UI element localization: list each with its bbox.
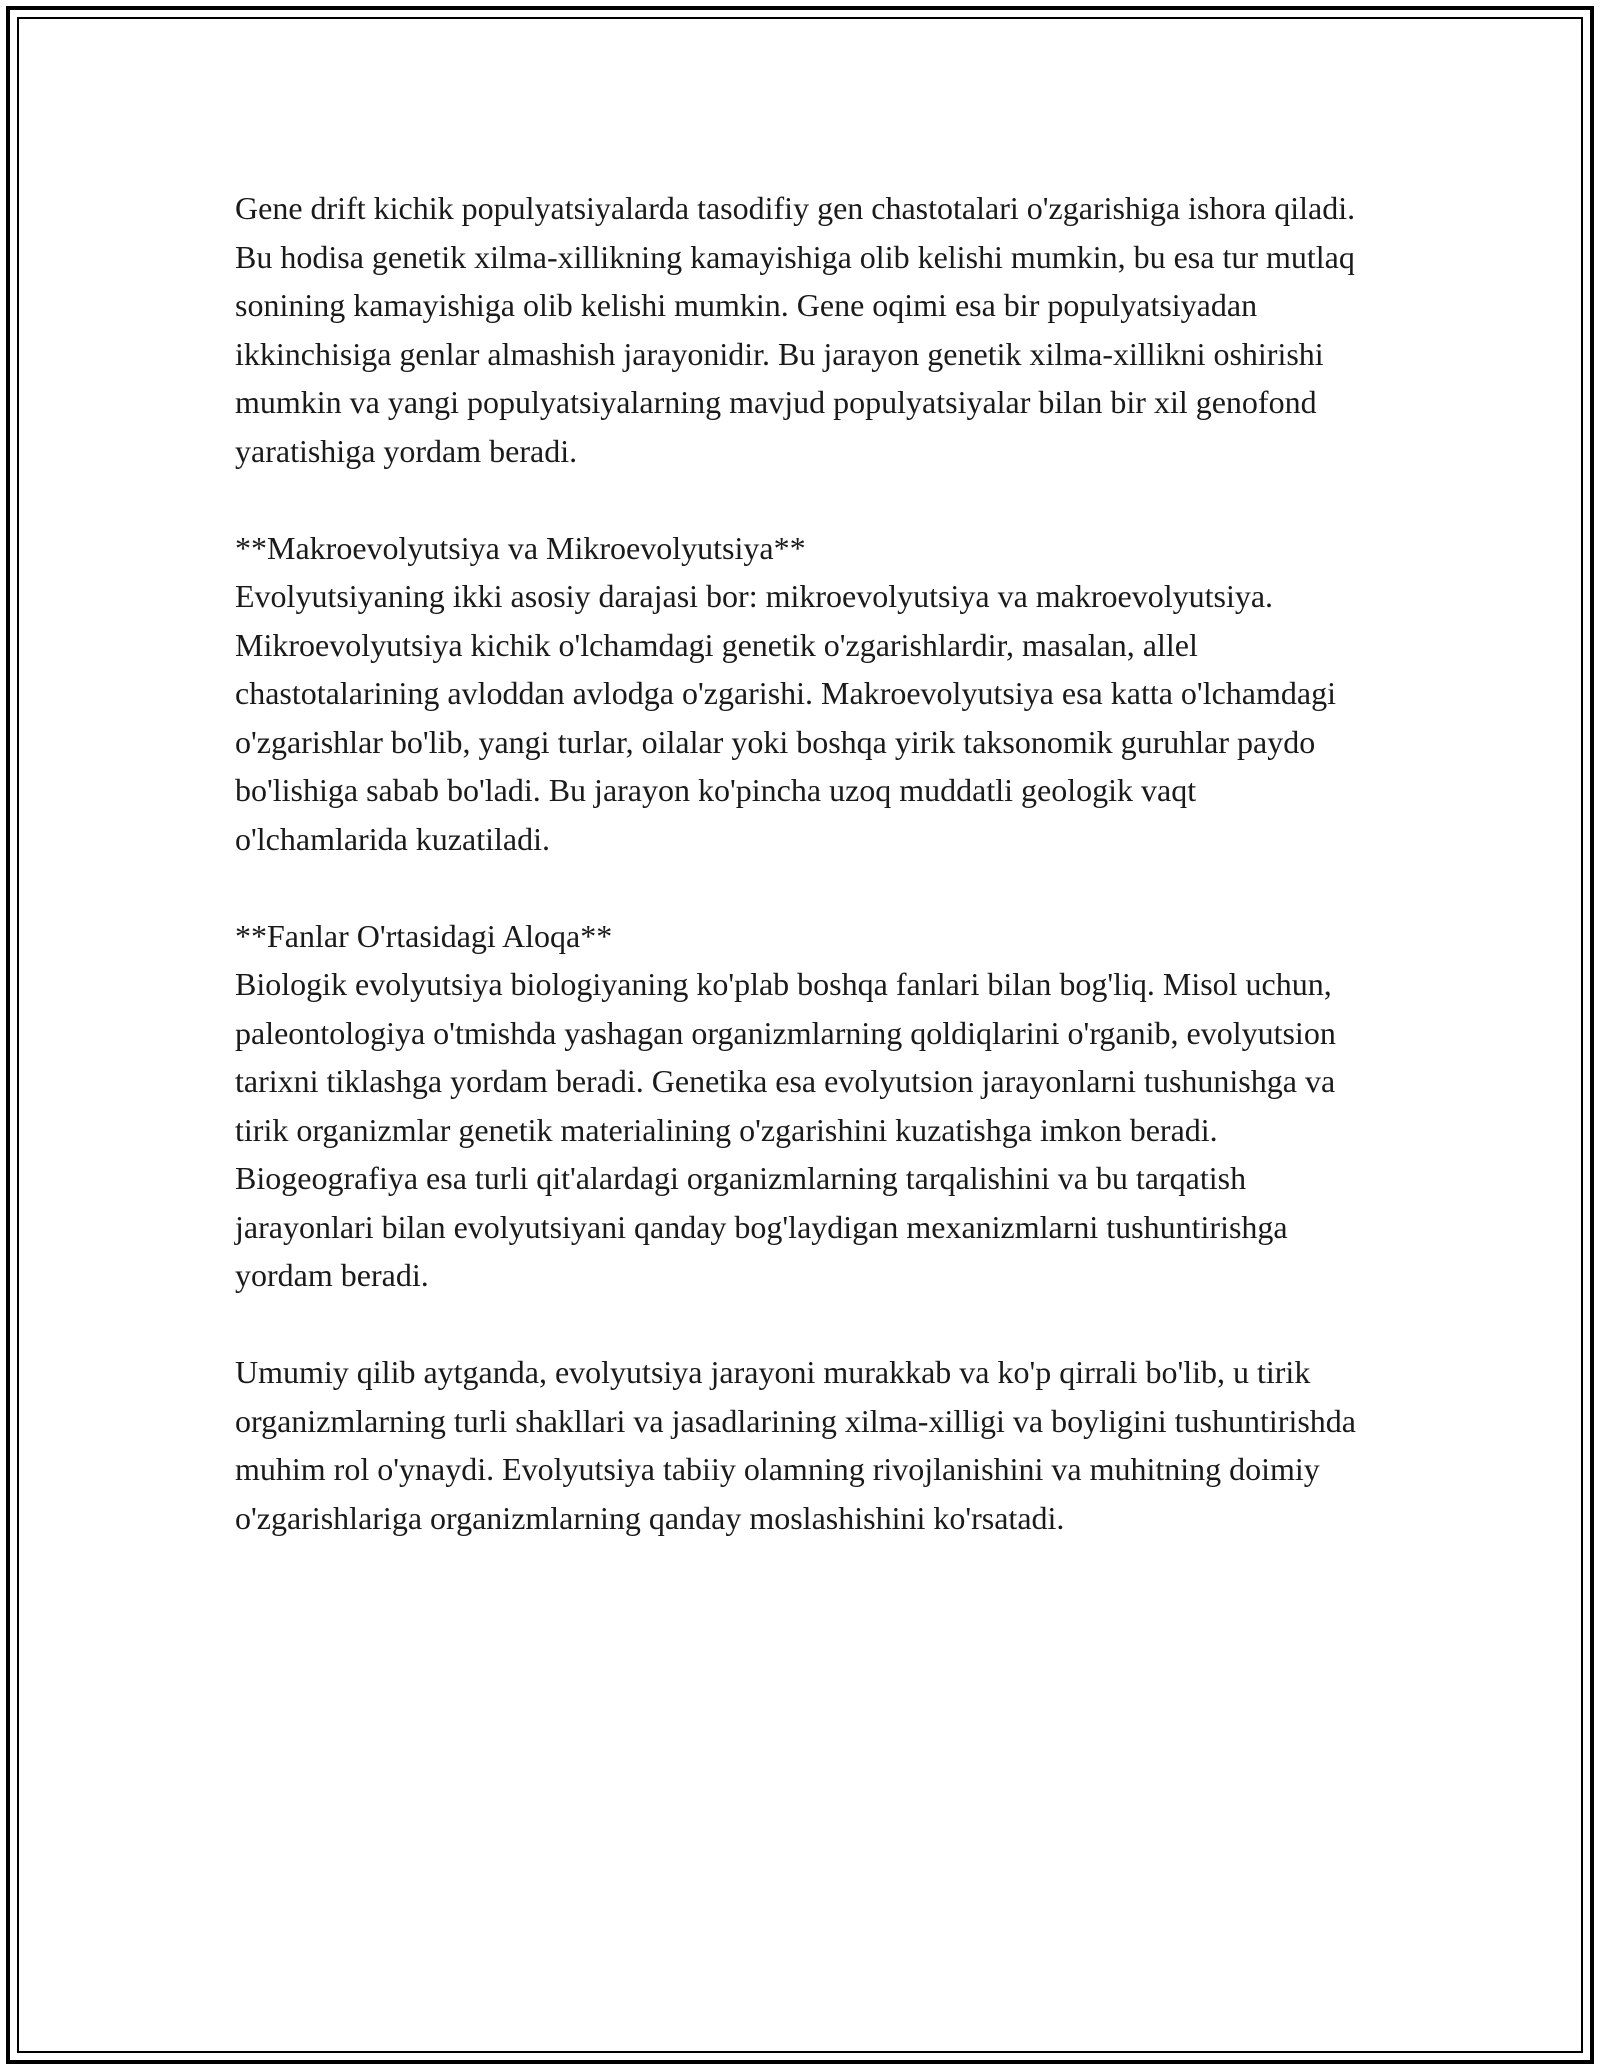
section-heading: **Makroevolyutsiya va Mikroevolyutsiya** [235,529,806,566]
paragraph-spacer [235,475,1375,524]
section-paragraph: Evolyutsiyaning ikki asosiy darajasi bor: mikroevolyutsiya va makroevolyutsiya. Mikroevolyutsiya kichik o'lchamdagi genetik o'zgarishlardir, masalan, allel chastotalarining avloddan avlodga o'zgarishi. Makroevolyutsiya esa katta o'lchamdagi o'zgarishlar bo'lib, yangi turlar, oilalar yoki boshqa yirik taksonomik guruhlar paydo bo'lishiga sabab bo'ladi. Bu jarayon ko'pincha uzoq muddatli geologik vaqt o'lchamlarida kuzatiladi. [235,578,1336,857]
section-heading: **Fanlar O'rtasidagi Aloqa** [235,917,613,954]
section-paragraph: Biologik evolyutsiya biologiyaning ko'plab boshqa fanlari bilan bog'liq. Misol uchun, paleontologiya o'tmishda yashagan organizmlarning qoldiqlarini o'rganib, evolyutsion tarixni tiklashga yordam beradi. Genetika esa evolyutsion jarayonlarni tushunishga va tirik organizmlar genetik materialining o'zgarishini kuzatishga imkon beradi. Biogeografiya esa turli qit'alardagi organizmlarning tarqalishini va bu tarqatish jarayonlari bilan evolyutsiyani qanday bog'laydigan mexanizmlarni tushuntirishga yordam beradi. [235,966,1336,1293]
paragraph-spacer [235,1300,1375,1349]
document-body [235,184,1375,1542]
paragraph-spacer [235,863,1375,912]
conclusion-paragraph: Umumiy qilib aytganda, evolyutsiya jarayoni murakkab va ko'p qirrali bo'lib, u tirik organizmlarning turli shakllari va jasadlarining xilma-xilligi va boyligini tushuntirishda muhim rol o'ynaydi. Evolyutsiya tabiiy olamning rivojlanishini va muhitning doimiy o'zgarishlariga organizmlarning qanday moslashishini ko'rsatadi. [235,1354,1356,1536]
section-macro-micro-evolution [235,524,1375,864]
section-fanlar-aloqa [235,912,1375,1300]
intro-paragraph: Gene drift kichik populyatsiyalarda tasodifiy gen chastotalari o'zgarishiga ishora qiladi. Bu hodisa genetik xilma-xillikning kamayishiga olib kelishi mumkin, bu esa tur mutlaq sonining kamayishiga olib kelishi mumkin. Gene oqimi esa bir populyatsiyadan ikkinchisiga genlar almashish jarayonidir. Bu jarayon genetik xilma-xillikni oshirishi mumkin va yangi populyatsiyalarning mavjud populyatsiyalar bilan bir xil genofond yaratishiga yordam beradi. [235,190,1356,469]
